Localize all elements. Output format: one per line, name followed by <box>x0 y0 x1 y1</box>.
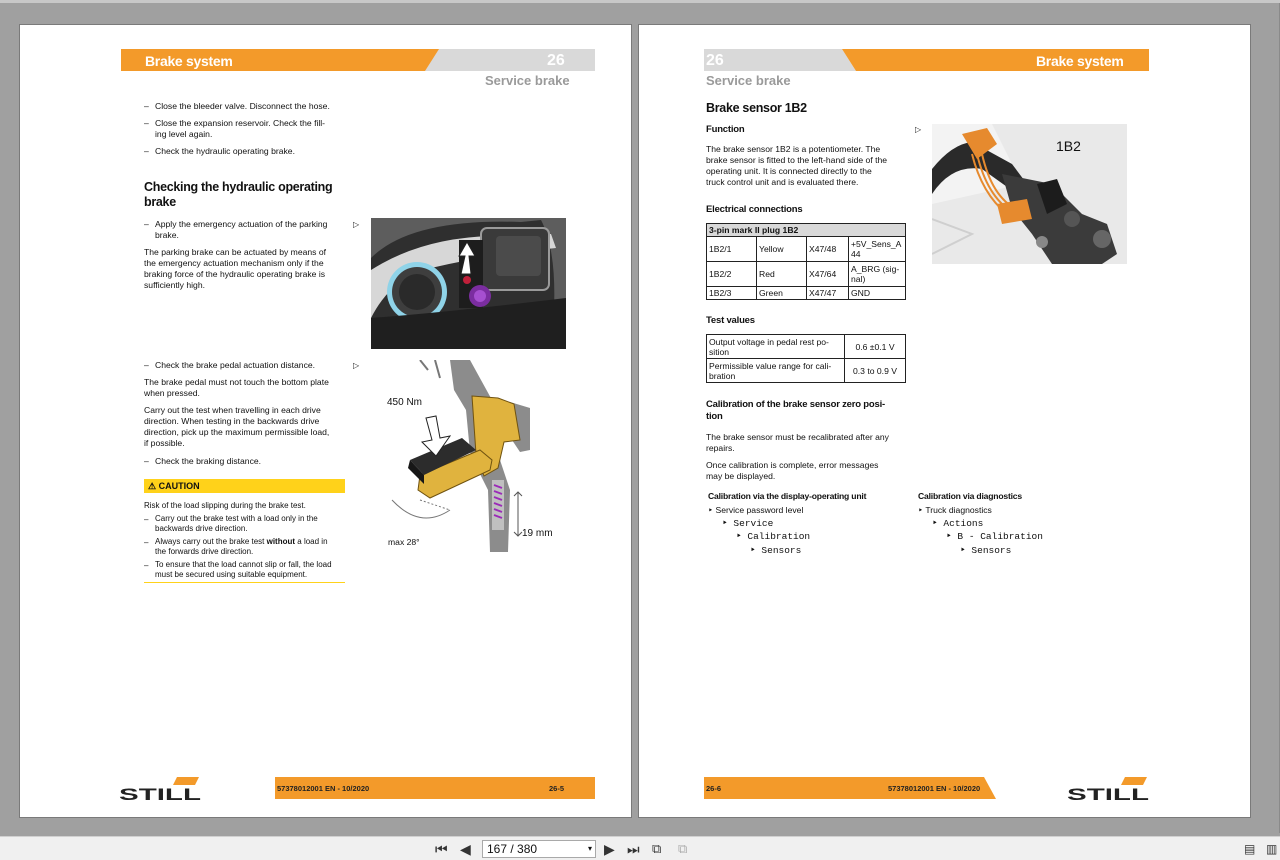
viewer-toolbar <box>0 836 1280 860</box>
para-line: braking force of the hydraulic operating brake is <box>144 269 326 279</box>
svg-text:STILL: STILL <box>1067 785 1149 803</box>
still-logo <box>119 777 201 803</box>
caution-item: Carry out the brake test with a load only in the backwards drive direction. <box>155 514 318 533</box>
step-text: Check the hydraulic operating brake. <box>155 146 295 156</box>
brake-sensor-photo <box>932 124 1127 264</box>
page-number-input[interactable] <box>482 840 596 858</box>
section-subtitle: Service brake <box>706 73 791 88</box>
step-text: Apply the emergency actuation of the parking <box>155 219 328 229</box>
electrical-heading: Electrical connections <box>706 204 803 215</box>
first-page-icon[interactable]: ⏮ <box>435 841 448 857</box>
caution-banner <box>144 479 345 493</box>
figure-pointer-icon: ▷ <box>915 125 922 134</box>
pdf-page-left: Brake system 26 Service brake – Close the bleeder valve. Disconnect the hose. – Close the expansion reservoir. Check the fill- ing level again. – Check the hydraulic operating brake. Checking the hydraulic operating brake – Apply the emergency actuation of the parking brake. ▷ The parking brake can be actuated by means of the emergency actuation mechanism only if the braking force of the hydraulic operating brake is sufficiently high. – Check the brake pedal actuation distance. ▷ The brake pedal must not touch the bottom plate when pressed. Carry out the test when travelling in each drive direction. When testing in the backwards drive direction, pick up the maximum permissible load, if possible. – Check the braking distance. 450 Nm max 28° 19 mm ⚠ CAUTION Risk of the load slipping during the brake test. – Carry out the brake test with a load only in the backwards drive direction. – Always carry out the brake test without a load in the forwards drive direction. – To ensure that the load cannot slip or fall, the load must be secured using suitable equipment. STILL 57378012001 EN - 10/2020 26-5 <box>19 24 632 818</box>
chapter-number: 26 <box>547 52 565 69</box>
function-heading: Function <box>706 124 745 135</box>
test-values-table <box>706 334 906 383</box>
para-line: direction, pick up the maximum permissible load, <box>144 427 330 437</box>
para-line: sufficiently high. <box>144 280 205 290</box>
caution-intro: Risk of the load slipping during the brake test. <box>144 501 306 510</box>
para-line: may be displayed. <box>706 471 776 481</box>
section-title: Brake sensor 1B2 <box>706 101 807 115</box>
menu-path-item: ‣ Sensors <box>750 545 802 556</box>
header-title: Brake system <box>145 53 233 69</box>
table-row: 1B2/2 Red X47/64 A_BRG (sig- nal) <box>707 262 906 287</box>
plug-table-header: 3-pin mark II plug 1B2 <box>707 224 906 237</box>
force-label: 450 Nm <box>387 397 423 408</box>
header-band-gray <box>425 49 595 71</box>
section-subtitle: Service brake <box>485 73 570 88</box>
figure-pointer-icon: ▷ <box>353 220 360 229</box>
step-text: Close the expansion reservoir. Check the fill- <box>155 118 326 128</box>
para-line: The brake sensor must be recalibrated after any <box>706 432 889 442</box>
menu-path-item: ‣ Actions <box>932 518 984 529</box>
para-line: if possible. <box>144 438 185 448</box>
para-line: The parking brake can be actuated by means of <box>144 247 327 257</box>
para-line: Carry out the test when travelling in each drive <box>144 405 321 415</box>
two-page-view-icon[interactable]: ▥ <box>1266 842 1278 856</box>
sensor-callout-label: 1B2 <box>1056 138 1081 154</box>
footer-doc-number: 57378012001 EN - 10/2020 <box>888 784 981 793</box>
warning-icon: ⚠ <box>148 481 157 491</box>
para-line: The brake pedal must not touch the bottom plate <box>144 377 329 387</box>
brake-pedal-diagram <box>380 360 565 552</box>
calibration-heading-line: tion <box>706 411 723 422</box>
travel-label: 19 mm <box>522 528 553 539</box>
copy-page-icon[interactable]: ⧉ <box>652 841 662 856</box>
menu-display-heading: Calibration via the display-operating unit <box>708 491 867 501</box>
parking-brake-photo <box>371 218 566 349</box>
menu-path-item: ‣ B - Calibration <box>946 531 1043 542</box>
step-text: Close the bleeder valve. Disconnect the hose. <box>155 101 330 111</box>
table-row: 1B2/1 Yellow X47/48 +5V_Sens_A 44 <box>707 237 906 262</box>
para-line: operating unit. It is connected directly to the <box>706 166 872 176</box>
menu-path-item: ‣ Truck diagnostics <box>918 505 992 515</box>
step-text: Check the braking distance. <box>155 456 262 466</box>
table-row: Output voltage in pedal rest po- sition 0.6 ±0.1 V <box>707 335 906 359</box>
para-line: truck control unit and is evaluated there. <box>706 177 859 187</box>
footer-page-number: 26-6 <box>706 784 722 793</box>
single-page-view-icon[interactable]: ▤ <box>1244 842 1256 856</box>
table-row: Permissible value range for cali- bration 0.3 to 0.9 V <box>707 359 906 383</box>
caution-item: Always carry out the brake test without a load in the forwards drive direction. <box>155 537 328 556</box>
triangle-bullet-icon: ‣ <box>708 505 714 515</box>
page-indicator: 167 / 380 <box>487 842 538 856</box>
menu-path-item: ‣ Service <box>722 518 774 529</box>
last-page-icon[interactable]: ⏭ <box>627 841 640 857</box>
para-line: direction. When testing in the backwards drive <box>144 416 320 426</box>
pdf-page-right <box>638 24 1251 818</box>
menu-diag-heading: Calibration via diagnostics <box>918 491 1022 501</box>
para-line: the emergency actuation mechanism only if the <box>144 258 324 268</box>
footer-doc-number: 57378012001 EN - 10/2020 <box>277 784 370 793</box>
test-values-heading: Test values <box>706 315 755 326</box>
step-text: ing level again. <box>155 129 213 139</box>
plug-table <box>706 223 906 300</box>
next-page-icon[interactable]: ▶ <box>604 841 615 857</box>
caution-rule <box>144 582 345 583</box>
para-line: The brake sensor 1B2 is a potentiometer. The <box>706 144 881 154</box>
para-line: brake sensor is fitted to the left-hand side of the <box>706 155 888 165</box>
angle-label: max 28° <box>388 537 420 547</box>
figure-pointer-icon: ▷ <box>353 361 360 370</box>
triangle-bullet-icon: ‣ <box>918 505 924 515</box>
window-top-strip <box>0 0 1280 3</box>
para-line: repairs. <box>706 443 735 453</box>
menu-path-item: ‣ Calibration <box>736 531 811 542</box>
para-line: Once calibration is complete, error messages <box>706 460 879 470</box>
footer-page-number: 26-5 <box>549 784 565 793</box>
header-title: Brake system <box>1036 53 1124 69</box>
step-text: brake. <box>155 230 179 240</box>
calibration-heading-line: Calibration of the brake sensor zero posi- <box>706 399 885 410</box>
step-text: Check the brake pedal actuation distance. <box>155 360 316 370</box>
caution-item: To ensure that the load cannot slip or fall, the load must be secured using suitable equipment. <box>155 560 332 579</box>
menu-path-item: ‣ Service password level <box>708 505 804 515</box>
caution-label: CAUTION <box>158 481 200 491</box>
previous-page-icon[interactable]: ◀ <box>460 841 471 857</box>
still-logo <box>1067 777 1149 803</box>
chapter-number: 26 <box>706 52 724 69</box>
table-row: 1B2/3 Green X47/47 GND <box>707 287 906 300</box>
paste-page-icon[interactable]: ⧉ <box>678 841 688 856</box>
section-heading-line: brake <box>144 195 176 209</box>
svg-text:STILL: STILL <box>119 785 201 803</box>
section-heading-line: Checking the hydraulic operating <box>144 180 333 194</box>
menu-path-item: ‣ Sensors <box>960 545 1012 556</box>
chevron-down-icon[interactable]: ▾ <box>587 844 592 853</box>
para-line: when pressed. <box>144 388 200 398</box>
